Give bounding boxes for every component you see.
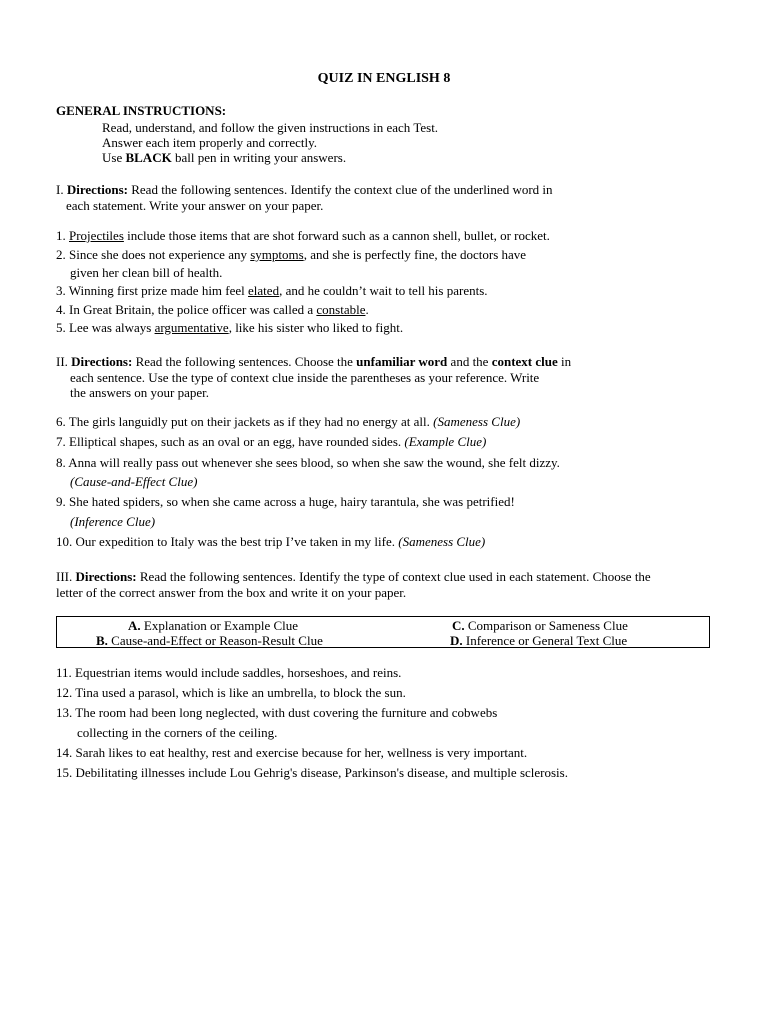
question-item: 9. She hated spiders, so when she came across a huge, hairy tarantula, she was petrified! bbox=[56, 494, 515, 509]
question-item: 13. The room had been long neglected, with dust covering the furniture and cobwebs bbox=[56, 705, 498, 720]
choice-a: A. Explanation or Example Clue bbox=[128, 618, 299, 633]
question-item: 12. Tina used a parasol, which is like an umbrella, to block the sun. bbox=[56, 685, 406, 700]
question-item: 11. Equestrian items would include saddles, horseshoes, and reins. bbox=[56, 665, 402, 680]
answer-choices-box bbox=[56, 616, 710, 648]
question-item-cont: given her clean bill of health. bbox=[70, 265, 223, 280]
question-item: 14. Sarah likes to eat healthy, rest and exercise because for her, wellness is very important. bbox=[56, 745, 528, 760]
underlined-word: elated bbox=[248, 283, 280, 298]
question-item-cont: collecting in the corners of the ceiling. bbox=[77, 725, 278, 740]
question-item: 7. Elliptical shapes, such as an oval or an egg, have rounded sides. (Example Clue) bbox=[56, 434, 487, 449]
general-instructions-heading: GENERAL INSTRUCTIONS: bbox=[56, 103, 227, 118]
general-instruction-line: Answer each item properly and correctly. bbox=[102, 135, 318, 150]
part2-directions: II. Directions: Read the following sentences. Choose the unfamiliar word and the context clue in bbox=[56, 354, 572, 369]
question-item: 15. Debilitating illnesses include Lou Gehrig's disease, Parkinson's disease, and multiple sclerosis. bbox=[56, 765, 568, 780]
page-title: QUIZ IN ENGLISH 8 bbox=[317, 71, 451, 86]
underlined-word: argumentative bbox=[154, 320, 229, 335]
question-item: 6. The girls languidly put on their jackets as if they had no energy at all. (Sameness Clue) bbox=[56, 414, 521, 429]
question-item: 3. Winning first prize made him feel elated, and he couldn’t wait to tell his parents. bbox=[56, 283, 488, 298]
choice-b: B. Cause-and-Effect or Reason-Result Clue bbox=[96, 633, 323, 648]
clue-hint: (Example Clue) bbox=[404, 434, 487, 449]
part1-directions: I. Directions: Read the following sentences. Identify the context clue of the underlined word in bbox=[56, 182, 553, 197]
part2-directions-cont: the answers on your paper. bbox=[70, 385, 209, 400]
underlined-word: symptoms bbox=[250, 247, 304, 262]
question-item: 4. In Great Britain, the police officer was called a constable. bbox=[56, 302, 369, 317]
choice-c: C. Comparison or Sameness Clue bbox=[452, 618, 628, 633]
choice-d: D. Inference or General Text Clue bbox=[450, 633, 628, 648]
part1-directions-cont: each statement. Write your answer on your paper. bbox=[66, 198, 324, 213]
underlined-word: Projectiles bbox=[69, 228, 124, 243]
part3-directions-cont: letter of the correct answer from the box and write it on your paper. bbox=[56, 585, 407, 600]
question-item: 8. Anna will really pass out whenever she sees blood, so when she saw the wound, she felt dizzy. bbox=[56, 455, 560, 470]
clue-hint: (Sameness Clue) bbox=[398, 534, 486, 549]
question-item: 2. Since she does not experience any symptoms, and she is perfectly fine, the doctors have bbox=[56, 247, 527, 262]
part3-directions: III. Directions: Read the following sentences. Identify the type of context clue used in each statement. Choose the bbox=[56, 569, 651, 584]
question-item: 10. Our expedition to Italy was the best trip I’ve taken in my life. (Sameness Clue) bbox=[56, 534, 486, 549]
clue-hint: (Cause-and-Effect Clue) bbox=[70, 474, 198, 489]
question-item: 1. Projectiles include those items that are shot forward such as a cannon shell, bullet, or rocket. bbox=[56, 228, 550, 243]
underlined-word: constable bbox=[316, 302, 366, 317]
question-item: 5. Lee was always argumentative, like his sister who liked to fight. bbox=[56, 320, 404, 335]
clue-hint: (Inference Clue) bbox=[70, 514, 156, 529]
part2-directions-cont: each sentence. Use the type of context clue inside the parentheses as your reference. Write bbox=[70, 370, 540, 385]
general-instruction-line: Use BLACK ball pen in writing your answers. bbox=[102, 150, 347, 165]
clue-hint: (Sameness Clue) bbox=[433, 414, 521, 429]
general-instruction-line: Read, understand, and follow the given instructions in each Test. bbox=[102, 120, 439, 135]
